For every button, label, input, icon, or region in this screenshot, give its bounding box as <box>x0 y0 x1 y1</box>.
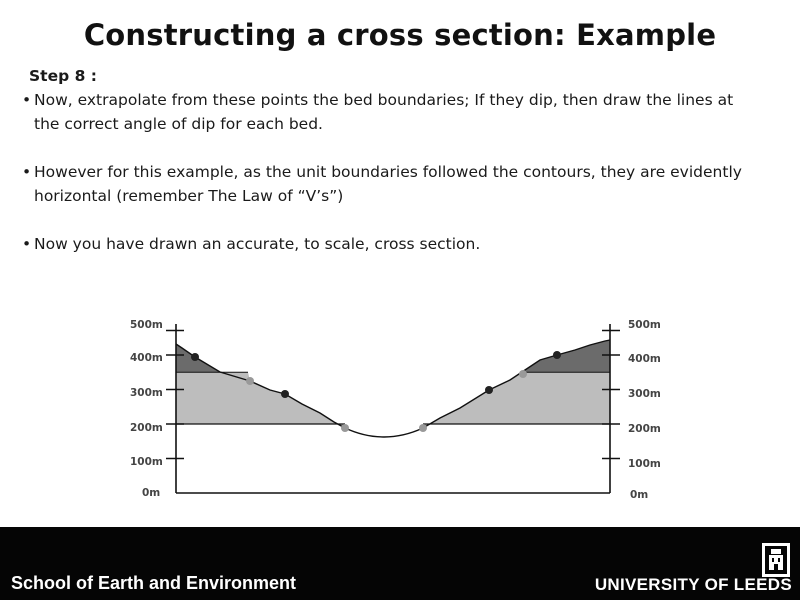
left-axis-label-200m: 200m <box>130 422 163 434</box>
right-axis-label-200m: 200m <box>628 423 661 435</box>
left-axis-label-300m: 300m <box>130 387 163 399</box>
bullet-item <box>22 232 742 256</box>
boundary-point-0 <box>246 377 254 385</box>
bullet-item <box>22 88 742 136</box>
bullet-text: Now, extrapolate from these points the bed boundaries; If they dip, then draw the lines at the correct angle of dip for each bed. <box>34 91 734 133</box>
university-name: UNIVERSITY OF LEEDS <box>594 575 792 594</box>
slide-content <box>22 64 742 280</box>
school-name: School of Earth and Environment <box>11 573 297 593</box>
right-axis-label-0m: 0m <box>630 489 649 501</box>
step-label: Step 8 : <box>29 67 97 85</box>
bullet-item <box>22 160 742 208</box>
right-axis-label-400m: 400m <box>628 353 661 365</box>
bullet-text: Now you have drawn an accurate, to scale, cross section. <box>34 235 481 253</box>
contour-point-2 <box>485 386 493 394</box>
right-axis-label-300m: 300m <box>628 388 661 400</box>
university-crest-icon <box>762 543 790 577</box>
boundary-point-2 <box>419 424 427 432</box>
bullet-icon: • <box>22 163 32 181</box>
footer-bar <box>0 527 800 600</box>
left-axis-label-500m: 500m <box>130 319 163 331</box>
left-axis-label-100m: 100m <box>130 456 163 468</box>
boundary-point-3 <box>519 370 527 378</box>
bullet-icon: • <box>22 91 32 109</box>
left-axis-label-0m: 0m <box>142 487 161 499</box>
contour-point-3 <box>553 351 561 359</box>
bullet-icon: • <box>22 235 32 253</box>
middle-bed-right <box>423 372 610 428</box>
bullet-text: However for this example, as the unit boundaries followed the contours, they are evidently horizontal (remember The Law of “V’s”) <box>34 163 742 205</box>
right-axis-label-500m: 500m <box>628 319 661 331</box>
contour-point-0 <box>191 353 199 361</box>
middle-bed-left <box>176 372 345 428</box>
cross-section-diagram <box>120 310 680 510</box>
contour-point-1 <box>281 390 289 398</box>
right-axis-label-100m: 100m <box>628 458 661 470</box>
upper-bed-right <box>523 340 610 372</box>
boundary-point-1 <box>341 424 349 432</box>
slide-title: Constructing a cross section: Example <box>83 18 717 52</box>
left-axis-label-400m: 400m <box>130 352 163 364</box>
